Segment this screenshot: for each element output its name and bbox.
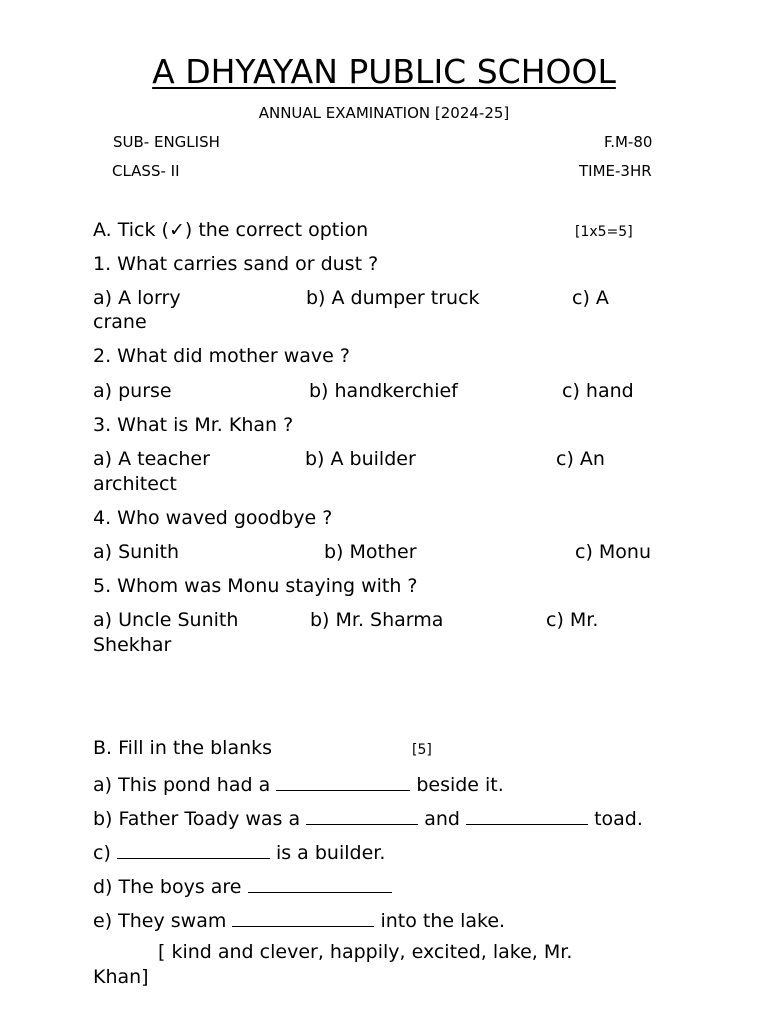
fill-blank-c-pre: c) [93, 842, 111, 864]
q1-option-c-cont: crane [93, 311, 147, 333]
blank-line [117, 839, 270, 859]
q3-option-c: c) An [556, 448, 605, 470]
section-a-marks: [1x5=5] [575, 224, 633, 240]
blank-line [466, 805, 588, 825]
q2-option-b: b) handkerchief [309, 380, 458, 402]
q1-option-c: c) A [572, 287, 609, 309]
q5-option-c-cont: Shekhar [93, 634, 172, 656]
fill-blank-c [93, 839, 385, 864]
school-name: A DHYAYAN PUBLIC SCHOOL [152, 52, 616, 91]
fill-blank-b-mid: and [424, 808, 460, 830]
fill-blank-c-post: is a builder. [275, 842, 386, 864]
fill-blank-a [93, 771, 504, 796]
blank-line [306, 805, 418, 825]
q1-option-b: b) A dumper truck [306, 287, 480, 309]
fill-blank-a-pre: a) This pond had a [93, 774, 271, 796]
question-3: 3. What is Mr. Khan ? [93, 414, 294, 436]
fill-blank-b-post: toad. [594, 808, 643, 830]
q4-option-c: c) Monu [575, 541, 651, 563]
q3-option-a: a) A teacher [93, 448, 210, 470]
fill-blank-d [93, 873, 392, 898]
q4-option-b: b) Mother [324, 541, 417, 563]
full-marks-label: F.M-80 [604, 133, 653, 151]
class-label: CLASS- II [112, 162, 180, 180]
fill-blank-d-pre: d) The boys are [93, 876, 242, 898]
word-bank-line-2: Khan] [93, 966, 149, 988]
section-b-marks: [5] [412, 742, 432, 758]
blank-line [276, 771, 410, 791]
q5-option-b: b) Mr. Sharma [310, 609, 444, 631]
fill-blank-a-post: beside it. [416, 774, 504, 796]
blank-line [232, 907, 374, 927]
question-4: 4. Who waved goodbye ? [93, 507, 333, 529]
fill-blank-e [93, 907, 505, 932]
q1-option-a: a) A lorry [93, 287, 181, 309]
fill-blank-e-pre: e) They swam [93, 910, 227, 932]
section-b-title: B. Fill in the blanks [93, 737, 273, 759]
q2-option-a: a) purse [93, 380, 172, 402]
fill-blank-b [93, 805, 643, 830]
question-1: 1. What carries sand or dust ? [93, 253, 379, 275]
question-5: 5. Whom was Monu staying with ? [93, 575, 418, 597]
q5-option-c: c) Mr. [546, 609, 599, 631]
blank-line [248, 873, 392, 893]
fill-blank-b-pre: b) Father Toady was a [93, 808, 301, 830]
q3-option-c-cont: architect [93, 473, 177, 495]
section-a-title: A. Tick (✓) the correct option [93, 219, 369, 241]
word-bank-line-1: [ kind and clever, happily, excited, lake, Mr. [158, 941, 573, 963]
q2-option-c: c) hand [562, 380, 634, 402]
q5-option-a: a) Uncle Sunith [93, 609, 239, 631]
question-2: 2. What did mother wave ? [93, 345, 350, 367]
fill-blank-e-post: into the lake. [380, 910, 506, 932]
time-label: TIME-3HR [579, 162, 652, 180]
exam-title: ANNUAL EXAMINATION [2024-25] [258, 104, 510, 122]
subject-label: SUB- ENGLISH [113, 133, 220, 151]
q3-option-b: b) A builder [305, 448, 416, 470]
q4-option-a: a) Sunith [93, 541, 180, 563]
